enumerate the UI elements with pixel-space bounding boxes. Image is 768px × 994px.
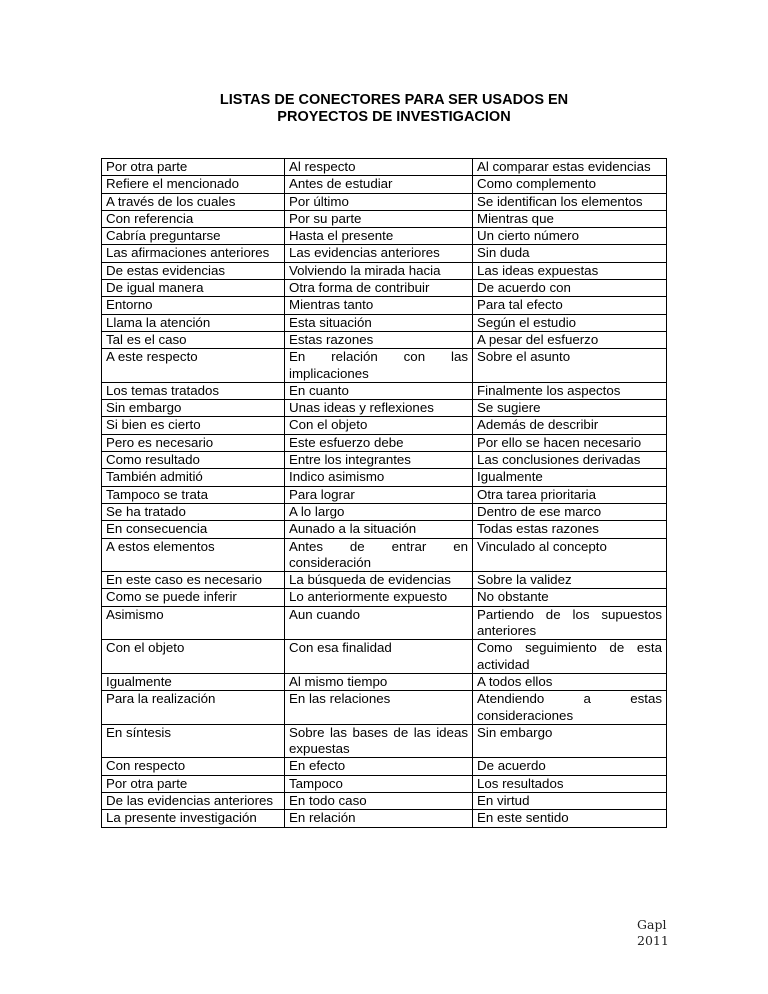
table-row — [102, 606, 667, 640]
table-row — [102, 417, 667, 434]
table-cell: En cuanto — [285, 382, 473, 399]
table-cell: Como complemento — [473, 176, 667, 193]
table-cell: Los resultados — [473, 775, 667, 792]
table-cell: Dentro de ese marco — [473, 503, 667, 520]
table-cell: Partiendo de los supuestos anteriores — [473, 606, 667, 640]
table-row — [102, 589, 667, 606]
table-cell: Por último — [285, 193, 473, 210]
table-cell: La presente investigación — [102, 810, 285, 827]
table-row — [102, 262, 667, 279]
table-cell: De acuerdo con — [473, 280, 667, 297]
table-cell: Al comparar estas evidencias — [473, 159, 667, 176]
table-row — [102, 724, 667, 758]
table-row — [102, 758, 667, 775]
table-row — [102, 331, 667, 348]
table-cell: Las evidencias anteriores — [285, 245, 473, 262]
table-cell: En este sentido — [473, 810, 667, 827]
table-row — [102, 210, 667, 227]
table-cell: Tal es el caso — [102, 331, 285, 348]
table-row — [102, 159, 667, 176]
table-cell: Sobre el asunto — [473, 349, 667, 383]
table-row — [102, 469, 667, 486]
table-cell: Antes de entrar en consideración — [285, 538, 473, 572]
table-cell: Aunado a la situación — [285, 521, 473, 538]
table-row — [102, 792, 667, 809]
table-cell: Entre los integrantes — [285, 452, 473, 469]
table-cell: Todas estas razones — [473, 521, 667, 538]
table-cell: Las conclusiones derivadas — [473, 452, 667, 469]
table-row — [102, 810, 667, 827]
table-row — [102, 297, 667, 314]
table-row — [102, 640, 667, 674]
table-cell: Se ha tratado — [102, 503, 285, 520]
table-cell: Según el estudio — [473, 314, 667, 331]
table-cell: Antes de estudiar — [285, 176, 473, 193]
table-cell: Por otra parte — [102, 159, 285, 176]
table-cell: Se identifican los elementos — [473, 193, 667, 210]
table-row — [102, 245, 667, 262]
table-row — [102, 691, 667, 725]
table-row — [102, 673, 667, 690]
table-cell: Como resultado — [102, 452, 285, 469]
table-cell: Las afirmaciones anteriores — [102, 245, 285, 262]
table-row — [102, 572, 667, 589]
table-cell: En relación — [285, 810, 473, 827]
table-cell: Con esa finalidad — [285, 640, 473, 674]
table-cell: En consecuencia — [102, 521, 285, 538]
table-cell: Por su parte — [285, 210, 473, 227]
table-cell: Sin duda — [473, 245, 667, 262]
table-cell: De estas evidencias — [102, 262, 285, 279]
table-cell: Pero es necesario — [102, 434, 285, 451]
table-cell: Por ello se hacen necesario — [473, 434, 667, 451]
table-row — [102, 228, 667, 245]
table-cell: A estos elementos — [102, 538, 285, 572]
table-cell: En este caso es necesario — [102, 572, 285, 589]
table-cell: Aun cuando — [285, 606, 473, 640]
table-cell: Hasta el presente — [285, 228, 473, 245]
table-cell: Atendiendo a estas consideraciones — [473, 691, 667, 725]
table-cell: Tampoco se trata — [102, 486, 285, 503]
table-cell: De igual manera — [102, 280, 285, 297]
table-cell: Sobre las bases de las ideas expuestas — [285, 724, 473, 758]
table-row — [102, 400, 667, 417]
table-row — [102, 538, 667, 572]
table-row — [102, 521, 667, 538]
table-cell: Otra tarea prioritaria — [473, 486, 667, 503]
table-cell: A pesar del esfuerzo — [473, 331, 667, 348]
table-cell: Con el objeto — [285, 417, 473, 434]
table-cell: Con respecto — [102, 758, 285, 775]
table-row — [102, 314, 667, 331]
table-cell: Al mismo tiempo — [285, 673, 473, 690]
table-cell: La búsqueda de evidencias — [285, 572, 473, 589]
table-cell: Mientras que — [473, 210, 667, 227]
table-cell: Finalmente los aspectos — [473, 382, 667, 399]
title-line-1: LISTAS DE CONECTORES PARA SER USADOS EN — [219, 92, 569, 108]
table-cell: En relación con las implicaciones — [285, 349, 473, 383]
table-cell: Para la realización — [102, 691, 285, 725]
table-cell: Entorno — [102, 297, 285, 314]
table-cell: En las relaciones — [285, 691, 473, 725]
table-cell: Sobre la validez — [473, 572, 667, 589]
table-cell: Vinculado al concepto — [473, 538, 667, 572]
table-cell: Unas ideas y reflexiones — [285, 400, 473, 417]
table-cell: Con referencia — [102, 210, 285, 227]
table-cell: Sin embargo — [473, 724, 667, 758]
table-cell: A lo largo — [285, 503, 473, 520]
table-cell: Igualmente — [473, 469, 667, 486]
table-cell: Sin embargo — [102, 400, 285, 417]
table-row — [102, 503, 667, 520]
connectors-table — [101, 158, 667, 828]
table-cell: Llama la atención — [102, 314, 285, 331]
table-cell: Esta situación — [285, 314, 473, 331]
table-cell: Otra forma de contribuir — [285, 280, 473, 297]
table-cell: Un cierto número — [473, 228, 667, 245]
table-cell: A través de los cuales — [102, 193, 285, 210]
table-cell: Se sugiere — [473, 400, 667, 417]
table-cell: Con el objeto — [102, 640, 285, 674]
document-title — [0, 92, 768, 126]
table-cell: Igualmente — [102, 673, 285, 690]
table-cell: En todo caso — [285, 792, 473, 809]
table-cell: Además de describir — [473, 417, 667, 434]
table-row — [102, 176, 667, 193]
table-row — [102, 193, 667, 210]
connectors-table-body — [102, 159, 667, 828]
table-cell: Si bien es cierto — [102, 417, 285, 434]
table-cell: En síntesis — [102, 724, 285, 758]
table-cell: De acuerdo — [473, 758, 667, 775]
table-cell: Mientras tanto — [285, 297, 473, 314]
table-cell: Tampoco — [285, 775, 473, 792]
table-cell: Refiere el mencionado — [102, 176, 285, 193]
table-cell: Lo anteriormente expuesto — [285, 589, 473, 606]
table-row — [102, 434, 667, 451]
table-row — [102, 349, 667, 383]
footer-author: Gapl — [637, 917, 667, 932]
table-cell: En virtud — [473, 792, 667, 809]
table-cell: Para tal efecto — [473, 297, 667, 314]
footer-signature — [637, 917, 669, 949]
table-cell: No obstante — [473, 589, 667, 606]
table-row — [102, 775, 667, 792]
table-cell: A este respecto — [102, 349, 285, 383]
footer-year: 2011 — [637, 933, 669, 948]
table-row — [102, 280, 667, 297]
table-cell: A todos ellos — [473, 673, 667, 690]
title-line-2: PROYECTOS DE INVESTIGACION — [277, 109, 511, 125]
table-cell: Asimismo — [102, 606, 285, 640]
table-row — [102, 382, 667, 399]
table-cell: Las ideas expuestas — [473, 262, 667, 279]
table-cell: Estas razones — [285, 331, 473, 348]
table-cell: Por otra parte — [102, 775, 285, 792]
table-cell: Volviendo la mirada hacia — [285, 262, 473, 279]
table-row — [102, 486, 667, 503]
table-cell: En efecto — [285, 758, 473, 775]
table-cell: Como se puede inferir — [102, 589, 285, 606]
table-cell: Cabría preguntarse — [102, 228, 285, 245]
table-cell: Los temas tratados — [102, 382, 285, 399]
table-cell: Al respecto — [285, 159, 473, 176]
table-cell: También admitió — [102, 469, 285, 486]
table-cell: Como seguimiento de esta actividad — [473, 640, 667, 674]
table-cell: Indico asimismo — [285, 469, 473, 486]
table-cell: De las evidencias anteriores — [102, 792, 285, 809]
table-row — [102, 452, 667, 469]
table-cell: Este esfuerzo debe — [285, 434, 473, 451]
table-cell: Para lograr — [285, 486, 473, 503]
